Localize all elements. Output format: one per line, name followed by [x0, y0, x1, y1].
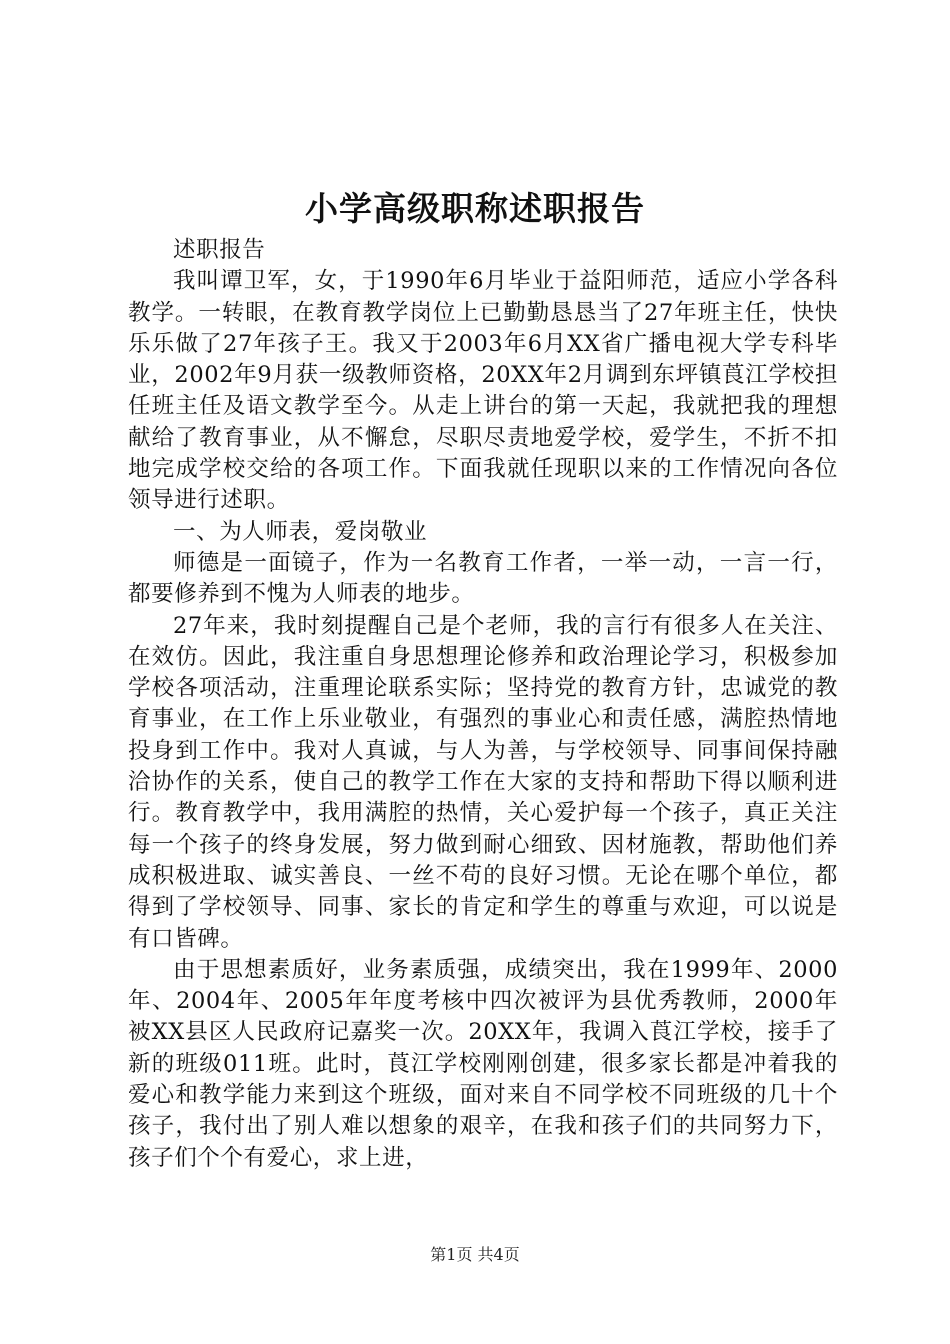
section-heading-1: 一、为人师表，爱岗敬业: [173, 518, 428, 545]
paragraph-teacher-ethics: 师德是一面镜子，作为一名教育工作者，一举一动，一言一行，都要修养到不愧为人师表的地步。: [128, 549, 838, 608]
paragraph-heading-report: 述职报告: [173, 237, 266, 263]
document-title: 小学高级职称述职报告: [305, 189, 645, 228]
page-footer: 第1页 共4页: [430, 1245, 520, 1264]
document-body: [128, 235, 838, 1174]
paragraph-achievements: 由于思想素质好，业务素质强，成绩突出，我在1999年、2000年、2004年、2005年年度考核中四次被评为县优秀教师，2000年被XX县区人民政府记嘉奖一次。20XX年，我调入莨江学校，接手了新的班级011班。此时，莨江学校刚刚创建，很多家长都是冲着我的爱心和教学能力来到这个班级，面对来自不同学校不同班级的几十个孩子，我付出了别人难以想象的艰辛，在我和孩子们的共同努力下，孩子们个个有爱心，求上进，: [128, 956, 838, 1171]
paragraph-introduction: 我叫谭卫军，女，于1990年6月毕业于益阳师范，适应小学各科教学。一转眼，在教育教学岗位上已勤勤恳恳当了27年班主任，快快乐乐做了27年孩子王。我又于2003年6月XX省广播电视大学专科毕业，2002年9月获一级教师资格，20XX年2月调到东坪镇莨江学校担任班主任及语文教学至今。从走上讲台的第一天起，我就把我的理想献给了教育事业，从不懈怠，尽职尽责地爱学校，爱学生，不折不扣地完成学校交给的各项工作。下面我就任现职以来的工作情况向各位领导进行述职。: [128, 268, 838, 514]
paragraph-27-years: 27年来，我时刻提醒自己是个老师，我的言行有很多人在关注、在效仿。因此，我注重自身思想理论修养和政治理论学习，积极参加学校各项活动，注重理论联系实际；坚持党的教育方针，忠诚党的教育事业，在工作上乐业敬业，有强烈的事业心和责任感，满腔热情地投身到工作中。我对人真诚，与人为善，与学校领导、同事间保持融洽协作的关系，使自己的教学工作在大家的支持和帮助下得以顺利进行。教育教学中，我用满腔的热情，关心爱护每一个孩子，真正关注每一个孩子的终身发展，努力做到耐心细致、因材施教，帮助他们养成积极进取、诚实善良、一丝不苟的良好习惯。无论在哪个单位，都得到了学校领导、同事、家长的肯定和学生的尊重与欢迎，可以说是有口皆碑。: [128, 612, 838, 952]
